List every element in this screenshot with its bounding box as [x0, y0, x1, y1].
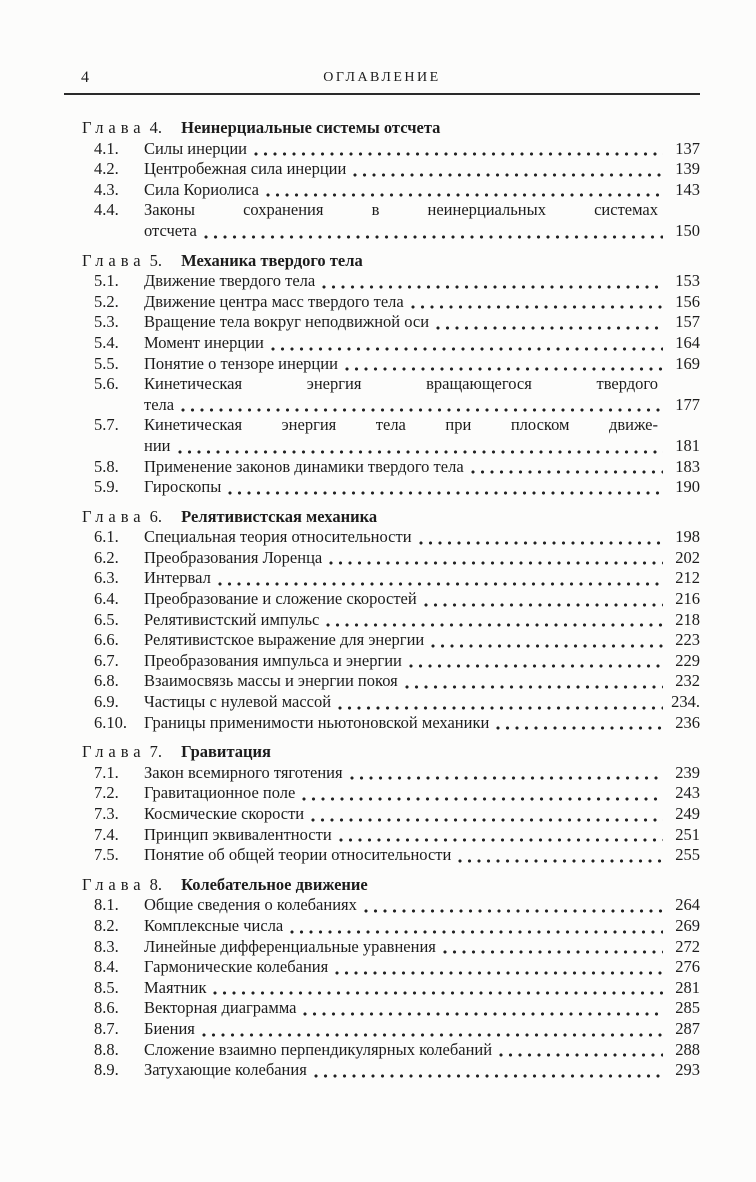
- entry-last-line: [144, 180, 700, 201]
- entry-body: [144, 763, 700, 784]
- entry-body: [144, 589, 700, 610]
- dot-leader: [178, 450, 664, 454]
- entry-number: 8.5.: [94, 977, 119, 997]
- toc-entry: [64, 548, 700, 569]
- dot-leader: [254, 152, 663, 156]
- toc-entry: [64, 271, 700, 292]
- entry-title: Преобразования импульса и энергии: [144, 650, 402, 670]
- entry-number: 5.6.: [94, 374, 119, 394]
- chapter-number: 5.: [149, 250, 163, 270]
- toc-entry: [64, 159, 700, 180]
- page-number: 4: [81, 69, 89, 86]
- dot-leader: [218, 582, 663, 586]
- entry-title: Преобразование и сложение скоростей: [144, 589, 417, 609]
- dot-leader: [202, 1033, 663, 1037]
- dot-leader: [326, 623, 663, 627]
- entry-body: [144, 159, 700, 180]
- entry-body: [144, 1019, 700, 1040]
- chapter-title: Неинерциальные системы отсчета: [181, 118, 441, 137]
- entry-number: 8.9.: [94, 1060, 119, 1080]
- entry-wrap-line: Кинетическая энергия тела при плоском движе-: [144, 415, 658, 435]
- entry-page-number: 287: [675, 1018, 700, 1038]
- entry-title: Релятивистский импульс: [144, 609, 320, 629]
- entry-page-number: 264: [675, 895, 700, 915]
- entry-body: [144, 477, 700, 498]
- entry-page-number: 153: [675, 271, 700, 291]
- entry-body: [144, 139, 700, 160]
- toc-entry: [64, 139, 700, 160]
- chapter-heading: [64, 118, 700, 139]
- dot-leader: [181, 408, 663, 412]
- toc-entry: [64, 783, 700, 804]
- entry-last-line: [144, 763, 700, 784]
- entry-title: Линейные дифференциальные уравнения: [144, 936, 436, 956]
- entry-number: 6.9.: [94, 692, 119, 712]
- chapter-entries: [64, 139, 700, 242]
- entry-last-line: [144, 292, 700, 313]
- chapter-number: 4.: [149, 118, 163, 137]
- entry-number: 5.2.: [94, 291, 119, 311]
- entry-title: Сила Кориолиса: [144, 179, 259, 199]
- entry-number: 4.2.: [94, 159, 119, 179]
- dot-leader: [436, 326, 663, 330]
- dot-leader: [204, 235, 663, 239]
- dot-leader: [419, 541, 663, 545]
- entry-number: 5.1.: [94, 271, 119, 291]
- entry-body: [144, 180, 700, 201]
- entry-number: 5.4.: [94, 332, 119, 352]
- toc-entry: [64, 957, 700, 978]
- entry-title: Комплексные числа: [144, 915, 284, 935]
- entry-title: тела: [144, 394, 175, 414]
- entry-number: 6.3.: [94, 568, 119, 588]
- entry-title: отсчета: [144, 220, 197, 240]
- toc-entry: [64, 589, 700, 610]
- page-header-title: ОГЛАВЛЕНИЕ: [323, 70, 441, 85]
- entry-title: Векторная диаграмма: [144, 998, 297, 1018]
- entry-number: 5.8.: [94, 456, 119, 476]
- chapter-heading: [64, 742, 700, 763]
- chapter-title: Релятивистская механика: [181, 506, 378, 526]
- entry-number: 5.5.: [94, 353, 119, 373]
- entry-number: 6.6.: [94, 630, 119, 650]
- toc-chapter: [64, 875, 700, 1081]
- entry-last-line: [144, 916, 700, 937]
- toc-entry: [64, 568, 700, 589]
- chapter-label: Глава: [82, 742, 146, 762]
- chapter-heading: [64, 251, 700, 272]
- dot-leader: [411, 305, 663, 309]
- entry-page-number: 143: [675, 179, 700, 199]
- entry-body: [144, 957, 700, 978]
- dot-leader: [424, 603, 663, 607]
- entry-page-number: 285: [675, 998, 700, 1018]
- entry-page-number: 239: [675, 762, 700, 782]
- entry-last-line: [144, 957, 700, 978]
- dot-leader: [443, 950, 663, 954]
- entry-last-line: [144, 651, 700, 672]
- dot-leader: [353, 173, 663, 177]
- entry-number: 5.9.: [94, 477, 119, 497]
- entry-body: [144, 1040, 700, 1061]
- entry-page-number: 269: [675, 915, 700, 935]
- toc-entry: [64, 354, 700, 375]
- entry-title: Вращение тела вокруг неподвижной оси: [144, 312, 430, 332]
- entry-title: Применение законов динамики твердого тела: [144, 456, 464, 476]
- dot-leader: [471, 470, 663, 474]
- entry-page-number: 177: [675, 394, 700, 414]
- toc: [64, 118, 700, 1081]
- toc-entry: [64, 610, 700, 631]
- entry-title: Гравитационное поле: [144, 783, 296, 803]
- toc-entry: [64, 692, 700, 713]
- toc-entry: [64, 804, 700, 825]
- entry-body: [144, 671, 700, 692]
- entry-number: 7.2.: [94, 783, 119, 803]
- dot-leader: [311, 818, 663, 822]
- entry-last-line: [144, 395, 700, 416]
- entry-last-line: [144, 895, 700, 916]
- entry-body: [144, 937, 700, 958]
- toc-chapter: [64, 251, 700, 498]
- entry-number: 4.4.: [94, 200, 119, 220]
- toc-entry: [64, 895, 700, 916]
- dot-leader: [228, 491, 663, 495]
- toc-entry: [64, 1019, 700, 1040]
- chapter-title: Колебательное движение: [181, 874, 368, 894]
- entry-last-line: [144, 271, 700, 292]
- toc-entry: [64, 713, 700, 734]
- entry-last-line: [144, 610, 700, 631]
- entry-title: Гармонические колебания: [144, 957, 329, 977]
- toc-entry: [64, 978, 700, 999]
- chapter-label: Глава: [82, 250, 146, 270]
- entry-page-number: 223: [675, 630, 700, 650]
- header-rule: [64, 93, 700, 95]
- entry-page-number: 218: [675, 609, 700, 629]
- entry-page-number: 229: [675, 650, 700, 670]
- dot-leader: [314, 1074, 663, 1078]
- chapter-entries: [64, 763, 700, 866]
- entry-body: [144, 978, 700, 999]
- entry-number: 6.1.: [94, 527, 119, 547]
- entry-page-number: 164: [675, 332, 700, 352]
- entry-last-line: [144, 139, 700, 160]
- chapter-number: 8.: [149, 874, 163, 894]
- entry-number: 6.10.: [94, 712, 127, 732]
- chapter-title: Механика твердого тела: [181, 250, 363, 270]
- entry-body: [144, 845, 700, 866]
- entry-number: 6.4.: [94, 589, 119, 609]
- entry-last-line: [144, 998, 700, 1019]
- entry-title: нии: [144, 435, 171, 455]
- toc-entry: [64, 763, 700, 784]
- entry-title: Затухающие колебания: [144, 1060, 307, 1080]
- entry-last-line: [144, 825, 700, 846]
- entry-title: Специальная теория относительности: [144, 527, 412, 547]
- entry-last-line: [144, 630, 700, 651]
- entry-title: Релятивистское выражение для энергии: [144, 630, 425, 650]
- entry-number: 8.2.: [94, 915, 119, 935]
- chapter-entries: [64, 527, 700, 733]
- entry-title: Понятие о тензоре инерции: [144, 353, 338, 373]
- entry-body: [144, 415, 700, 456]
- entry-body: [144, 200, 700, 241]
- entry-body: [144, 804, 700, 825]
- toc-entry: [64, 825, 700, 846]
- entry-title: Силы инерции: [144, 138, 248, 158]
- entry-number: 6.2.: [94, 547, 119, 567]
- entry-page-number: 139: [675, 159, 700, 179]
- toc-entry: [64, 916, 700, 937]
- dot-leader: [213, 991, 663, 995]
- entry-number: 7.5.: [94, 845, 119, 865]
- entry-body: [144, 354, 700, 375]
- toc-entry: [64, 333, 700, 354]
- chapter-label: Глава: [82, 118, 146, 137]
- entry-page-number: 150: [675, 220, 700, 240]
- entry-last-line: [144, 354, 700, 375]
- entry-page-number: 251: [675, 824, 700, 844]
- toc-entry: [64, 845, 700, 866]
- entry-last-line: [144, 457, 700, 478]
- entry-body: [144, 610, 700, 631]
- entry-page-number: 234.: [671, 692, 700, 712]
- dot-leader: [266, 193, 663, 197]
- entry-body: [144, 630, 700, 651]
- entry-title: Общие сведения о колебаниях: [144, 895, 357, 915]
- entry-number: 6.7.: [94, 650, 119, 670]
- chapter-entries: [64, 271, 700, 498]
- entry-number: 4.1.: [94, 138, 119, 158]
- entry-last-line: [144, 978, 700, 999]
- entry-number: 6.8.: [94, 671, 119, 691]
- entry-body: [144, 998, 700, 1019]
- toc-entry: [64, 998, 700, 1019]
- entry-title: Сложение взаимно перпендикулярных колебаний: [144, 1039, 493, 1059]
- entry-title: Движение твердого тела: [144, 271, 316, 291]
- entry-page-number: 169: [675, 353, 700, 373]
- entry-last-line: [144, 568, 700, 589]
- dot-leader: [290, 930, 663, 934]
- entry-title: Преобразования Лоренца: [144, 547, 323, 567]
- entry-number: 8.6.: [94, 998, 119, 1018]
- dot-leader: [345, 367, 663, 371]
- chapter-label: Глава: [82, 506, 146, 526]
- entry-last-line: [144, 548, 700, 569]
- entry-title: Момент инерции: [144, 332, 264, 352]
- entry-page-number: 156: [675, 291, 700, 311]
- entry-last-line: [144, 477, 700, 498]
- entry-wrap-line: Законы сохранения в неинерциальных системах: [144, 200, 658, 220]
- entry-number: 8.3.: [94, 936, 119, 956]
- entry-page-number: 212: [675, 568, 700, 588]
- entry-last-line: [144, 221, 700, 242]
- entry-wrap-line: Кинетическая энергия вращающегося твердого: [144, 374, 658, 394]
- chapter-number: 7.: [149, 742, 163, 762]
- entry-number: 7.4.: [94, 824, 119, 844]
- entry-body: [144, 916, 700, 937]
- entry-last-line: [144, 333, 700, 354]
- toc-entry: [64, 1060, 700, 1081]
- toc-entry: [64, 477, 700, 498]
- entry-body: [144, 292, 700, 313]
- entry-body: [144, 271, 700, 292]
- entry-page-number: 181: [675, 435, 700, 455]
- entry-number: 7.3.: [94, 804, 119, 823]
- chapter-heading: [64, 507, 700, 528]
- entry-last-line: [144, 804, 700, 825]
- entry-page-number: 183: [675, 456, 700, 476]
- entry-number: 5.7.: [94, 415, 119, 435]
- dot-leader: [409, 664, 663, 668]
- entry-title: Гироскопы: [144, 477, 222, 497]
- entry-body: [144, 568, 700, 589]
- entry-body: [144, 783, 700, 804]
- dot-leader: [302, 797, 663, 801]
- entry-body: [144, 312, 700, 333]
- entry-body: [144, 651, 700, 672]
- dot-leader: [364, 909, 663, 913]
- dot-leader: [338, 706, 663, 710]
- entry-last-line: [144, 937, 700, 958]
- entry-title: Интервал: [144, 568, 211, 588]
- toc-entry: [64, 200, 700, 241]
- entry-last-line: [144, 527, 700, 548]
- entry-last-line: [144, 1060, 700, 1081]
- entry-last-line: [144, 436, 700, 457]
- toc-entry: [64, 415, 700, 456]
- entry-number: 8.1.: [94, 895, 119, 915]
- entry-title: Принцип эквивалентности: [144, 824, 332, 844]
- dot-leader: [322, 285, 663, 289]
- entry-title: Понятие об общей теории относительности: [144, 845, 452, 865]
- entry-body: [144, 1060, 700, 1081]
- entry-body: [144, 713, 700, 734]
- entry-last-line: [144, 845, 700, 866]
- entry-number: 7.1.: [94, 762, 119, 782]
- entry-last-line: [144, 671, 700, 692]
- entry-body: [144, 548, 700, 569]
- dot-leader: [405, 685, 663, 689]
- dot-leader: [496, 726, 663, 730]
- dot-leader: [339, 838, 663, 842]
- entry-body: [144, 527, 700, 548]
- entry-title: Космические скорости: [144, 804, 305, 823]
- entry-page-number: 236: [675, 712, 700, 732]
- entry-page-number: 157: [675, 312, 700, 332]
- entry-page-number: 216: [675, 589, 700, 609]
- toc-entry: [64, 527, 700, 548]
- entry-title: Биения: [144, 1018, 195, 1038]
- dot-leader: [458, 859, 663, 863]
- entry-title: Движение центра масс твердого тела: [144, 291, 404, 311]
- entry-last-line: [144, 159, 700, 180]
- toc-entry: [64, 292, 700, 313]
- toc-entry: [64, 630, 700, 651]
- dot-leader: [335, 971, 663, 975]
- entry-page-number: 198: [675, 527, 700, 547]
- entry-last-line: [144, 312, 700, 333]
- entry-number: 8.4.: [94, 957, 119, 977]
- entry-title: Взаимосвязь массы и энергии покоя: [144, 671, 398, 691]
- chapter-number: 6.: [149, 506, 163, 526]
- entry-number: 5.3.: [94, 312, 119, 332]
- toc-entry: [64, 180, 700, 201]
- entry-last-line: [144, 1019, 700, 1040]
- chapter-label: Глава: [82, 874, 146, 894]
- chapter-title: Гравитация: [181, 742, 271, 762]
- toc-chapter: [64, 742, 700, 866]
- entry-page-number: 232: [675, 671, 700, 691]
- toc-entry: [64, 937, 700, 958]
- entry-last-line: [144, 692, 700, 713]
- entry-page-number: 137: [675, 138, 700, 158]
- entry-last-line: [144, 783, 700, 804]
- entry-page-number: 276: [675, 957, 700, 977]
- dot-leader: [431, 644, 663, 648]
- entry-title: Частицы с нулевой массой: [144, 692, 332, 712]
- chapter-heading: [64, 875, 700, 896]
- entry-page-number: 281: [675, 977, 700, 997]
- entry-last-line: [144, 1040, 700, 1061]
- toc-entry: [64, 312, 700, 333]
- toc-chapter: [64, 507, 700, 734]
- entry-body: [144, 374, 700, 415]
- entry-number: 6.5.: [94, 609, 119, 629]
- entry-number: 8.8.: [94, 1039, 119, 1059]
- page-header: [64, 68, 700, 88]
- entry-title: Границы применимости ньютоновской механики: [144, 712, 490, 732]
- entry-body: [144, 825, 700, 846]
- entry-body: [144, 895, 700, 916]
- toc-entry: [64, 651, 700, 672]
- entry-last-line: [144, 589, 700, 610]
- dot-leader: [350, 776, 663, 780]
- entry-body: [144, 333, 700, 354]
- dot-leader: [329, 561, 663, 565]
- entry-title: Маятник: [144, 977, 207, 997]
- entry-page-number: 272: [675, 936, 700, 956]
- dot-leader: [499, 1053, 663, 1057]
- entry-body: [144, 457, 700, 478]
- entry-page-number: 249: [675, 804, 700, 823]
- toc-entry: [64, 1040, 700, 1061]
- entry-page-number: 255: [675, 845, 700, 865]
- toc-entry: [64, 457, 700, 478]
- dot-leader: [271, 347, 663, 351]
- toc-entry: [64, 374, 700, 415]
- entry-number: 4.3.: [94, 179, 119, 199]
- entry-page-number: 190: [675, 477, 700, 497]
- toc-entry: [64, 671, 700, 692]
- entry-page-number: 293: [675, 1060, 700, 1080]
- entry-last-line: [144, 713, 700, 734]
- entry-title: Центробежная сила инерции: [144, 159, 347, 179]
- entry-number: 8.7.: [94, 1018, 119, 1038]
- dot-leader: [303, 1012, 663, 1016]
- entry-title: Закон всемирного тяготения: [144, 762, 343, 782]
- entry-page-number: 202: [675, 547, 700, 567]
- entry-body: [144, 692, 700, 713]
- entry-page-number: 243: [675, 783, 700, 803]
- entry-page-number: 288: [675, 1039, 700, 1059]
- chapter-entries: [64, 895, 700, 1080]
- toc-chapter: [64, 118, 700, 242]
